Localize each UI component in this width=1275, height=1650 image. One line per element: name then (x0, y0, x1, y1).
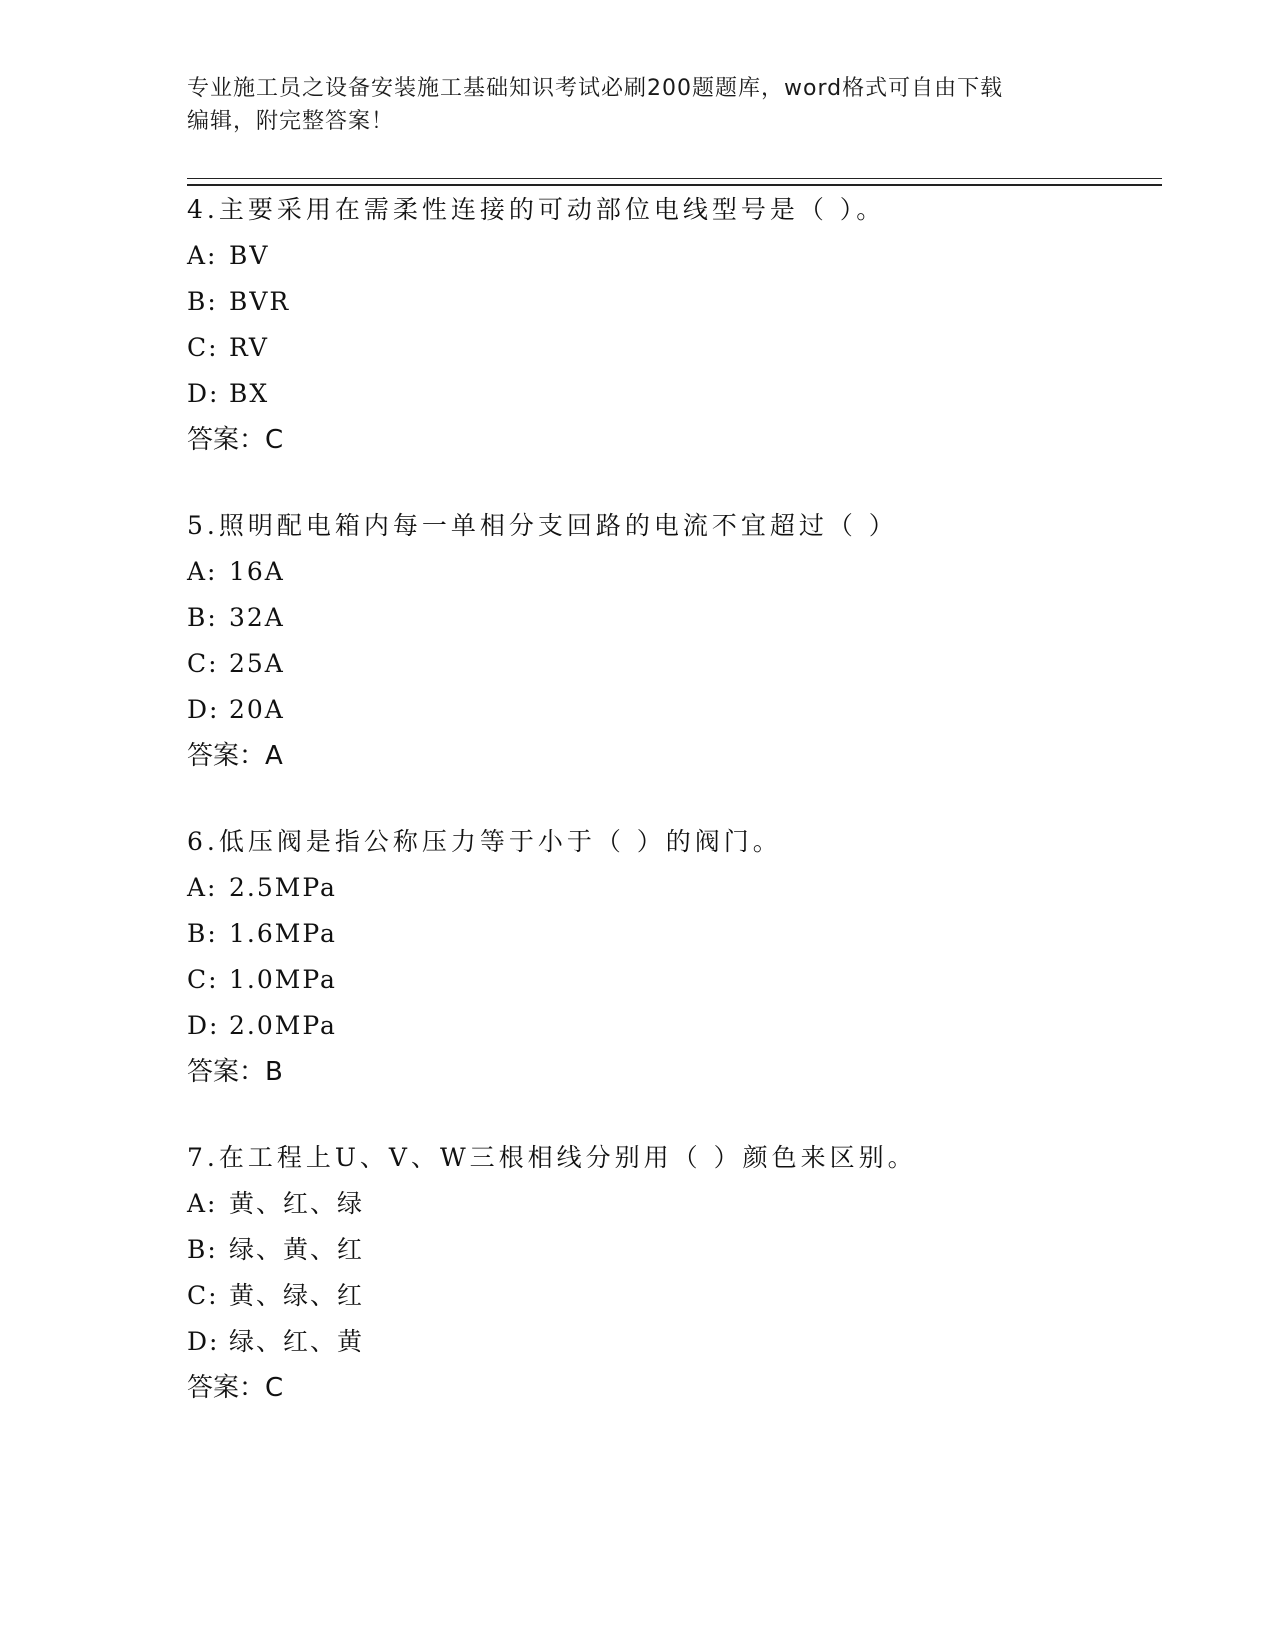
question-block (187, 187, 1162, 463)
option-value: 2.0MPa (229, 1011, 337, 1040)
option-key: B: (187, 919, 218, 948)
option-value: 绿、红、黄 (229, 1327, 365, 1356)
option-value: 绿、黄、红 (229, 1235, 365, 1264)
document-header (187, 72, 1087, 138)
option-key: C: (187, 333, 219, 362)
option-value: BVR (229, 287, 291, 316)
option-a (187, 549, 1162, 595)
option-value: 1.0MPa (229, 965, 337, 994)
option-c (187, 325, 1162, 371)
option-key: A: (187, 1189, 218, 1218)
option-value: 1.6MPa (229, 919, 337, 948)
question-text: 4.主要采用在需柔性连接的可动部位电线型号是（ ）。 (187, 195, 886, 224)
option-key: C: (187, 965, 219, 994)
question-block (187, 503, 1162, 779)
option-c (187, 957, 1162, 1003)
option-key: D: (187, 1327, 220, 1356)
option-key: D: (187, 379, 220, 408)
option-key: A: (187, 873, 218, 902)
header-line-1: 专业施工员之设备安装施工基础知识考试必刷200题题库，word格式可自由下载 (187, 76, 1004, 101)
option-value: 32A (229, 603, 285, 632)
option-d (187, 687, 1162, 733)
option-value: 25A (229, 649, 285, 678)
option-key: B: (187, 603, 218, 632)
header-divider-thin (187, 178, 1162, 179)
option-d (187, 1003, 1162, 1049)
option-d (187, 371, 1162, 417)
option-key: B: (187, 1235, 218, 1264)
option-b (187, 1227, 1162, 1273)
option-value: 16A (229, 557, 285, 586)
header-line-2: 编辑，附完整答案！ (187, 109, 395, 134)
answer-line: 答案：A (187, 741, 283, 771)
option-c (187, 641, 1162, 687)
option-key: C: (187, 649, 219, 678)
question-text: 7.在工程上U、V、W三根相线分别用（ ）颜色来区别。 (187, 1143, 917, 1172)
option-value: BX (229, 379, 270, 408)
question-text: 5.照明配电箱内每一单相分支回路的电流不宜超过（ ） (187, 511, 898, 540)
answer-line: 答案：C (187, 425, 284, 455)
option-value: 2.5MPa (229, 873, 337, 902)
option-value: BV (229, 241, 270, 270)
answer-line: 答案：B (187, 1057, 283, 1087)
option-value: RV (229, 333, 269, 362)
header-divider-thick (187, 184, 1162, 186)
question-block (187, 1135, 1162, 1411)
option-c (187, 1273, 1162, 1319)
option-key: C: (187, 1281, 219, 1310)
option-b (187, 279, 1162, 325)
option-value: 20A (229, 695, 285, 724)
option-a (187, 865, 1162, 911)
option-b (187, 595, 1162, 641)
option-value: 黄、绿、红 (229, 1281, 365, 1310)
answer-line: 答案：C (187, 1373, 284, 1403)
option-key: A: (187, 557, 218, 586)
option-d (187, 1319, 1162, 1365)
option-value: 黄、红、绿 (229, 1189, 365, 1218)
option-key: B: (187, 287, 218, 316)
option-a (187, 233, 1162, 279)
option-key: D: (187, 1011, 220, 1040)
option-key: D: (187, 695, 220, 724)
question-block (187, 819, 1162, 1095)
option-a (187, 1181, 1162, 1227)
option-b (187, 911, 1162, 957)
question-text: 6.低压阀是指公称压力等于小于（ ）的阀门。 (187, 827, 782, 856)
option-key: A: (187, 241, 218, 270)
